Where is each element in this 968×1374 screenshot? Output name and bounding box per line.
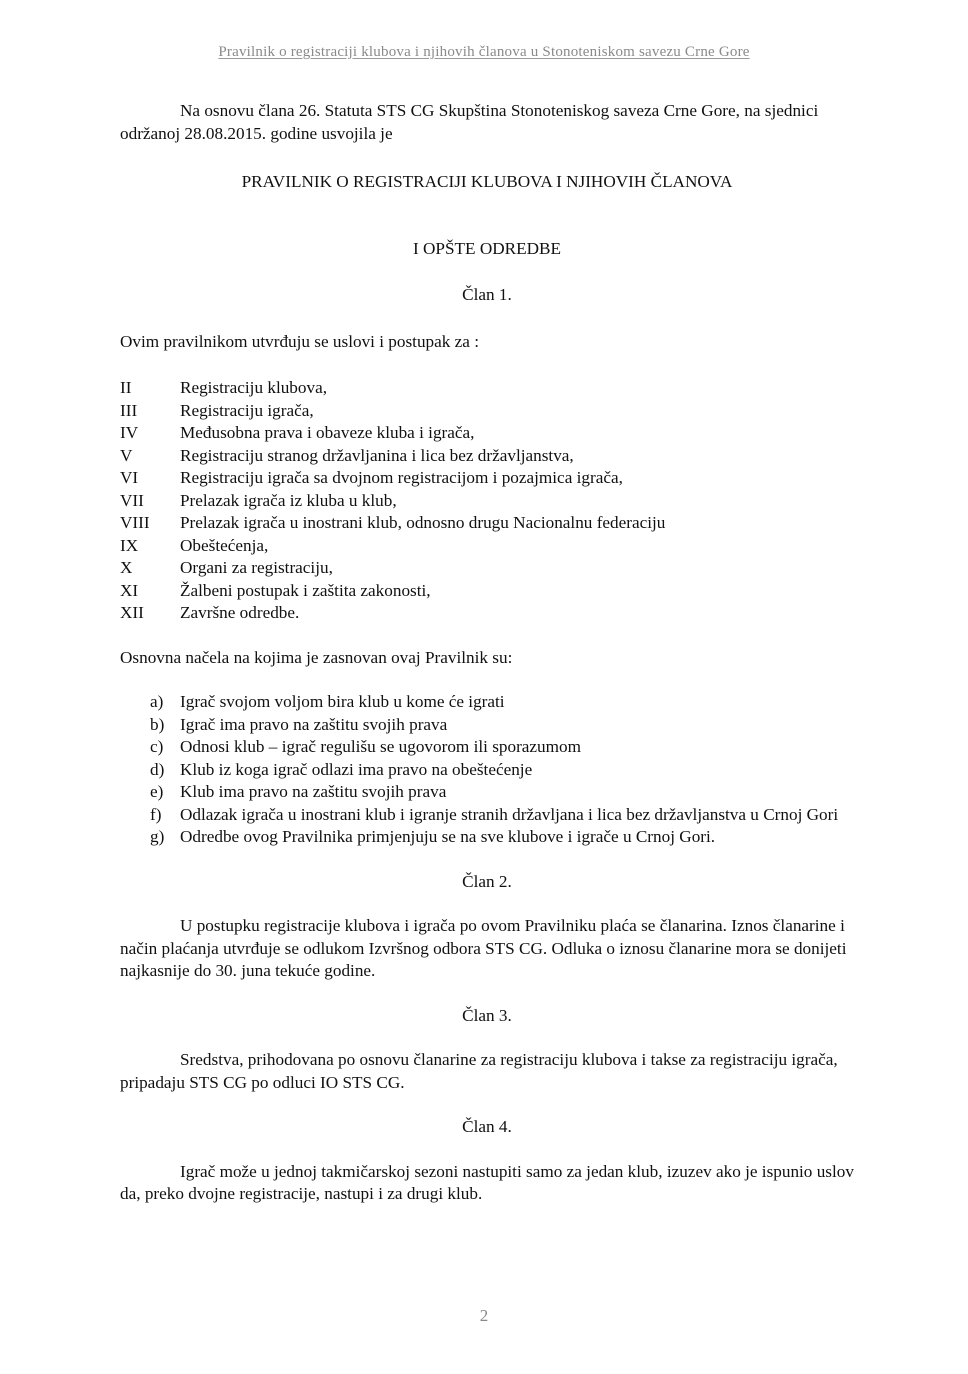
list-item: g) Odredbe ovog Pravilnika primjenjuju se na sve klubove i igrače u Crnoj Gori. — [150, 827, 716, 846]
principles-lead: Osnovna načela na kojima je zasnovan ovaj Pravilnik su: — [120, 647, 513, 667]
principles-list — [120, 691, 854, 849]
article-2-heading: Član 2. — [462, 871, 512, 891]
article-1-lead: Ovim pravilnikom utvrđuju se uslovi i postupak za : — [120, 331, 479, 351]
section-heading: I OPŠTE ODREDBE — [412, 238, 561, 258]
page-number: 2 — [479, 1306, 489, 1325]
list-item: c) Odnosi klub – igrač regulišu se ugovorom ili sporazumom — [150, 737, 581, 756]
list-item: VII Prelazak igrača iz kluba u klub, — [120, 490, 397, 510]
list-item: IV Međusobna prava i obaveze kluba i igrača, — [120, 423, 475, 442]
scope-list — [120, 377, 854, 625]
list-item: e) Klub ima pravo na zaštitu svojih prava — [150, 782, 447, 801]
list-item: VI Registraciju igrača sa dvojnom registracijom i pozajmica igrača, — [120, 468, 623, 487]
article-4-heading: Član 4. — [462, 1117, 512, 1136]
list-item: V Registraciju stranog državljanina i lica bez državljanstva, — [120, 445, 574, 465]
list-item: III Registraciju igrača, — [120, 400, 314, 420]
document-body — [120, 100, 854, 1206]
list-item: X Organi za registraciju, — [120, 558, 333, 577]
list-item: XII Završne odredbe. — [120, 603, 300, 622]
article-2-text: U postupku registracije klubova i igrača po ovom Pravilniku plaća se članarina. Iznos članarine i način plaćanja utvrđuje se odlukom Izvršnog odbora STS CG. Odluka o iznosu članarine mora se donijeti najkasnije do 30. juna tekuće godine. — [120, 916, 847, 980]
article-1-heading: Član 1. — [462, 285, 512, 304]
list-item: XI Žalbeni postupak i zaštita zakonosti, — [120, 580, 431, 600]
list-item: b) Igrač ima pravo na zaštitu svojih prava — [150, 714, 448, 734]
list-item: f) Odlazak igrača u inostrani klub i igranje stranih državljana i lica bez državljanstva u Crnoj Gori — [150, 804, 839, 824]
article-3-heading: Član 3. — [462, 1005, 512, 1025]
article-3-text: Sredstva, prihodovana po osnovu članarine za registraciju klubova i takse za registraciju igrača, pripadaju STS CG po odluci IO STS CG. — [120, 1050, 838, 1092]
intro-paragraph: Na osnovu člana 26. Statuta STS CG Skupština Stonoteniskog saveza Crne Gore, na sjednici održanoj 28.08.2015. godine usvojila je — [120, 101, 819, 143]
document-title: PRAVILNIK O REGISTRACIJI KLUBOVA I NJIHOVIH ČLANOVA — [241, 172, 733, 191]
running-header-text: Pravilnik o registraciji klubova i njihovih članova u Stonoteniskom savezu Crne Gore — [218, 44, 750, 60]
list-item: II Registraciju klubova, — [120, 378, 328, 397]
list-item: IX Obeštećenja, — [120, 535, 269, 555]
list-item: VIII Prelazak igrača u inostrani klub, odnosno drugu Nacionalnu federaciju — [120, 513, 666, 532]
list-item: a) Igrač svojom voljom bira klub u kome će igrati — [150, 692, 505, 711]
running-header — [0, 44, 968, 61]
list-item: d) Klub iz koga igrač odlazi ima pravo na obeštećenje — [150, 759, 533, 779]
article-4-text: Igrač može u jednoj takmičarskoj sezoni nastupiti samo za jedan klub, izuzev ako je ispunio uslov da, preko dvojne registracije, nastupi i za drugi klub. — [120, 1161, 854, 1203]
